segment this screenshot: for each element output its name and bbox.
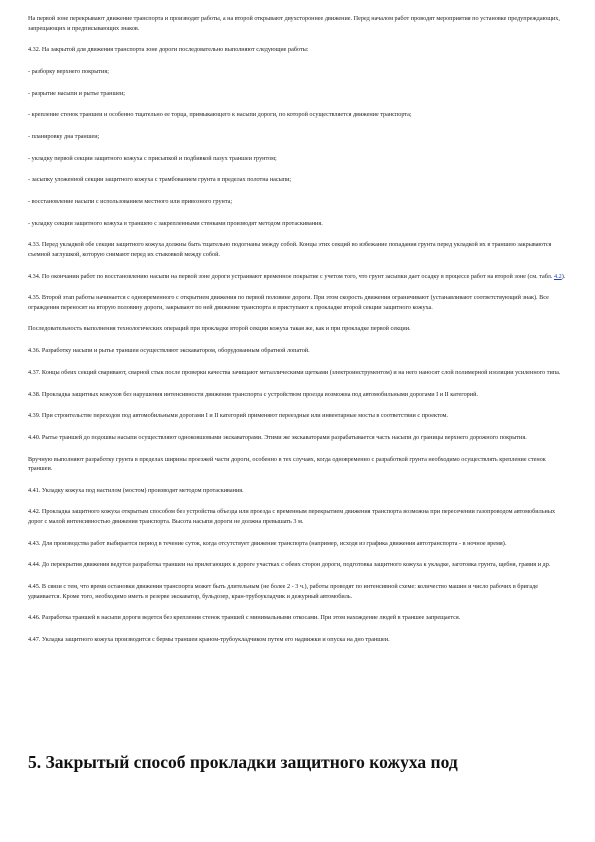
document-body	[28, 14, 566, 657]
list-item: - крепление стенок траншеи и особенно тщательно ее торца, примыкающего к насыпи дороги, по которой осуществляется движение транспорта;	[28, 111, 412, 119]
paragraph: 4.38. Прокладка защитных кожухов без нарушения интенсивности движения транспорта с устройством проезда возможна под автомобильными дорогами I и II категорий.	[28, 390, 478, 398]
list-item: - планировку дна траншеи;	[28, 132, 100, 140]
paragraph: Последовательность выполнения технологических операций при прокладке второй секции кожуха такая же, как и при прокладке первой секции.	[28, 325, 411, 333]
list-item: - засыпку уложенной секции защитного кожуха с трамбованием грунта в пределах полотна насыпи;	[28, 176, 292, 184]
paragraph: 4.45. В связи с тем, что время остановки движения транспорта может быть длительным (не более 2 - 3 ч.), работы проводят по интенсивной схеме: количество машин и число рабочих в бригаде удваивается. Кроме того, необходимо иметь в резерве экскаватор, бульдозер, кран-трубоукладчик и дежурный автомобиль.	[28, 583, 539, 600]
paragraph: 4.39. При строительстве переходов под автомобильными дорогами I и II категорий применяют переездные или инвентарные мосты в соответствии с проектом.	[28, 412, 449, 420]
paragraph: Вручную выполняют разработку грунта в пределах ширины проезжей части дороги, особенно в тех случаях, когда одновременно с разработкой грунта необходимо осуществлять крепление стенок траншеи.	[28, 455, 546, 473]
paragraph-with-link	[28, 272, 566, 282]
paragraph-text: 4.34. По окончании работ по восстановлению насыпи на первой зоне дороги устраивают временное покрытие с учетом того, что грунт засыпки дает осадку в процессе работ на второй зоне (см. табл.	[28, 272, 553, 280]
paragraph: 4.44. До перекрытия движения ведутся разработка траншеи на прилегающих к дороге участках с обеих сторон дороги, подготовка защитного кожуха к укладке, заготовка грунта, щебня, гравия и др.	[28, 561, 551, 569]
paragraph: 4.33. Перед укладкой обе секции защитного кожуха должны быть тщательно подогнаны между собой. Концы этих секций во избежание попадания грунта перед укладкой их в траншею закрываются съемной заглушкой, которую снимают перед их стыковкой между собой.	[28, 241, 552, 258]
list-item: - укладку секции защитного кожуха в траншею с закрепленными стенками производят методом протаскивания.	[28, 219, 323, 227]
section-heading: 5. Закрытый способ прокладки защитного кожуха под	[28, 752, 458, 772]
paragraph: 4.43. Для производства работ выбирается период в течение суток, когда отсутствует движение транспорта (например, исходя из графика движения автотранспорта - в ночное время).	[28, 539, 507, 547]
paragraph: 4.36. Разработку насыпи и рытье траншеи осуществляют экскаватором, оборудованным обратной лопатой.	[28, 347, 310, 355]
paragraph: 4.32. На закрытой для движения транспорта зоне дороги последовательно выполняют следующие работы:	[28, 46, 309, 54]
table-reference-link[interactable]: 4.2	[553, 272, 562, 280]
paragraph: 4.42. Прокладка защитного кожуха открытым способом без устройства объезда или проезда с временным перекрытием движения транспорта возможна при пересечении газопроводом автомобильных дорог с малой интенсивностью движения транспорта. Высота насыпи дороги не должна превышать 3 м.	[28, 508, 556, 525]
list-item: - укладку первой секции защитного кожуха с присыпкой и подбивкой пазух траншеи грунтом;	[28, 154, 277, 162]
paragraph: На первой зоне перекрывают движение транспорта и производят работы, а на второй открывают двухстороннее движение. Перед началом работ проводят мероприятия по установке предупреждающих, запрещающих и предписывающих знаков.	[28, 15, 560, 32]
paragraph-text-end: ).	[561, 272, 566, 280]
list-item: - разрытие насыпи и рытье траншеи;	[28, 89, 125, 97]
paragraph: 4.47. Укладка защитного кожуха производится с бермы траншеи краном-трубоукладчиком путем его надвижки и опуска на дно траншеи.	[28, 635, 390, 643]
paragraph: 4.41. Укладку кожуха под настилом (мостом) производят методом протаскивания.	[28, 486, 244, 494]
list-item: - разборку верхнего покрытия;	[28, 67, 109, 75]
paragraph: 4.37. Концы обеих секций сваривают, сварной стык после проверки качества зачищают металлическими щетками (электроинструментом) и на него наносят слой полимерной изоляции усиленного типа.	[28, 368, 561, 376]
paragraph: 4.40. Рытье траншей до подошвы насыпи осуществляют одноковшовыми экскаваторами. Этими же экскаваторами разрабатывается часть насыпи до границы верхнего дорожного покрытия.	[28, 433, 527, 441]
paragraph: 4.46. Разработка траншей в насыпи дороги ведется без крепления стенок траншей с минимальными откосами. При этом нахождение людей в траншее запрещается.	[28, 614, 461, 622]
paragraph: 4.35. Второй этап работы начинается с одновременного с открытием движения по первой половине дороги. При этом скорость движения ограничивают (устанавливают соответствующий знак). Все ограждения переносят на вторую половину дороги, закрывают по ней движение транспорта и приступают к прокладке второй секции защитного кожуха.	[28, 294, 549, 311]
list-item: - восстановление насыпи с использованием местного или привозного грунта;	[28, 198, 233, 205]
